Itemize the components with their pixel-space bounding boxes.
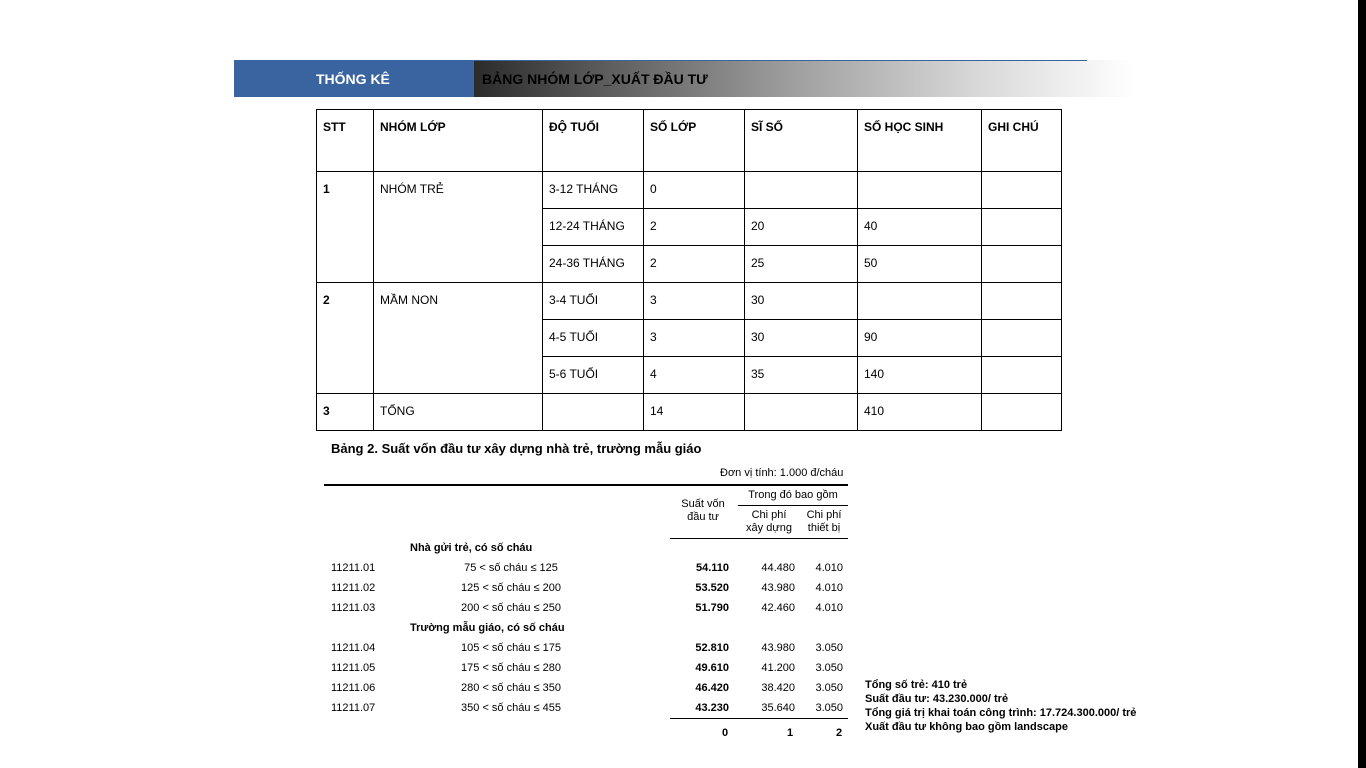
col-construction-header	[741, 509, 797, 535]
table-row	[331, 682, 851, 696]
classes-cell: 3	[644, 283, 745, 320]
table2-unit: Đơn vị tính: 1.000 đ/cháu	[720, 467, 844, 479]
column-header: SỐ HỌC SINH	[858, 110, 982, 172]
group-name-cell: NHÓM TRẺ	[374, 172, 543, 283]
row-construction: 43.980	[761, 582, 795, 594]
table-total-row	[317, 394, 1062, 431]
age-cell: 12-24 THÁNG	[543, 209, 644, 246]
header-slide-title: BẢNG NHÓM LỚP_XUẤT ĐẦU TƯ	[474, 60, 1134, 97]
row-code: 11211.07	[331, 702, 376, 714]
row-investment: 46.420	[695, 682, 729, 694]
table-row	[331, 582, 851, 596]
table-row	[331, 562, 851, 576]
row-code: 11211.04	[331, 642, 376, 654]
row-desc: 175 < số cháu ≤ 280	[461, 662, 561, 674]
summary-line: Tổng giá trị khai toán công trình: 17.724.300.000/ trẻ	[865, 707, 1137, 719]
including-rule	[738, 505, 848, 506]
row-equipment: 3.050	[815, 682, 843, 694]
row-equipment: 3.050	[815, 642, 843, 654]
row-code: 11211.03	[331, 602, 376, 614]
students-cell	[858, 283, 982, 320]
size-cell: 20	[745, 209, 858, 246]
row-equipment: 3.050	[815, 702, 843, 714]
age-cell: 24-36 THÁNG	[543, 246, 644, 283]
row-equipment: 4.010	[815, 582, 843, 594]
age-cell	[543, 394, 644, 431]
row-code: 11211.06	[331, 682, 376, 694]
column-index: 0	[722, 727, 729, 739]
group-heading-kindergarten: Trường mẫu giáo, có số cháu	[410, 622, 565, 634]
header-accent-line	[474, 60, 1087, 61]
row-code: 11211.05	[331, 662, 376, 674]
table-row	[331, 642, 851, 656]
column-header: SĨ SỐ	[745, 110, 858, 172]
row-investment: 52.810	[695, 642, 729, 654]
note-cell	[982, 209, 1062, 246]
col-equipment-header	[801, 509, 847, 535]
column-header: ĐỘ TUỔI	[543, 110, 644, 172]
summary-line: Xuất đầu tư không bao gồm landscape	[865, 721, 1068, 733]
slide-header	[234, 60, 1134, 97]
age-cell: 3-12 THÁNG	[543, 172, 644, 209]
col-equipment-line1: Chi phí	[806, 509, 842, 521]
row-construction: 44.480	[761, 562, 795, 574]
row-construction: 43.980	[761, 642, 795, 654]
row-desc: 125 < số cháu ≤ 200	[461, 582, 561, 594]
group-name-cell: MẦM NON	[374, 283, 543, 394]
note-cell	[982, 246, 1062, 283]
col-investment-header	[672, 498, 734, 524]
summary-line: Suất đầu tư: 43.230.000/ trẻ	[865, 693, 1009, 705]
col-construction-line2: xây dựng	[746, 522, 792, 534]
col-investment-line2: đầu tư	[687, 511, 719, 523]
col-investment-line1: Suất vốn	[681, 498, 725, 510]
row-desc: 280 < số cháu ≤ 350	[461, 682, 561, 694]
age-cell: 5-6 TUỔI	[543, 357, 644, 394]
class-group-table	[316, 109, 1062, 431]
note-cell	[982, 283, 1062, 320]
footer-rule	[670, 718, 848, 719]
size-cell: 30	[745, 320, 858, 357]
row-investment: 51.790	[695, 602, 729, 614]
students-cell: 50	[858, 246, 982, 283]
col-equipment-line2: thiết bị	[807, 522, 841, 534]
size-cell: 35	[745, 357, 858, 394]
classes-cell: 0	[644, 172, 745, 209]
row-construction: 41.200	[761, 662, 795, 674]
table2-title: Bảng 2. Suất vốn đầu tư xây dựng nhà trẻ, trường mẫu giáo	[331, 441, 702, 456]
students-cell: 410	[858, 394, 982, 431]
row-investment: 49.610	[695, 662, 729, 674]
column-header: NHÓM LỚP	[374, 110, 543, 172]
stt-cell: 3	[317, 394, 374, 431]
stt-cell: 2	[317, 283, 374, 394]
column-header: STT	[317, 110, 374, 172]
students-cell: 90	[858, 320, 982, 357]
row-equipment: 4.010	[815, 562, 843, 574]
row-equipment: 4.010	[815, 602, 843, 614]
classes-cell: 4	[644, 357, 745, 394]
students-cell: 140	[858, 357, 982, 394]
note-cell	[982, 394, 1062, 431]
size-cell: 30	[745, 283, 858, 320]
row-desc: 350 < số cháu ≤ 455	[461, 702, 561, 714]
row-code: 11211.02	[331, 582, 376, 594]
table-row	[331, 662, 851, 676]
table2-top-rule	[324, 484, 848, 486]
column-index: 1	[787, 727, 794, 739]
table-row	[317, 172, 1062, 209]
table-row	[331, 602, 851, 616]
note-cell	[982, 320, 1062, 357]
header-bottom-rule	[670, 538, 848, 539]
note-cell	[982, 172, 1062, 209]
size-cell: 25	[745, 246, 858, 283]
header-section-title: THỐNG KÊ	[234, 60, 474, 97]
row-construction: 42.460	[761, 602, 795, 614]
table-row	[331, 702, 851, 716]
table-header-row	[317, 110, 1062, 172]
size-cell	[745, 172, 858, 209]
age-cell: 3-4 TUỔI	[543, 283, 644, 320]
right-edge-bar	[1358, 0, 1366, 768]
table-row	[317, 283, 1062, 320]
summary-line: Tổng số trẻ: 410 trẻ	[865, 679, 968, 691]
column-index: 2	[836, 727, 843, 739]
row-construction: 35.640	[761, 702, 795, 714]
row-code: 11211.01	[331, 562, 376, 574]
col-including-header: Trong đó bao gồm	[748, 489, 838, 501]
age-cell: 4-5 TUỔI	[543, 320, 644, 357]
students-cell	[858, 172, 982, 209]
col-construction-line1: Chi phí	[751, 509, 787, 521]
group-name-cell: TỔNG	[374, 394, 543, 431]
row-construction: 38.420	[761, 682, 795, 694]
summary-notes	[865, 678, 1136, 734]
classes-cell: 2	[644, 246, 745, 283]
note-cell	[982, 357, 1062, 394]
row-investment: 54.110	[695, 562, 729, 574]
row-investment: 53.520	[695, 582, 729, 594]
classes-cell: 3	[644, 320, 745, 357]
classes-cell: 14	[644, 394, 745, 431]
row-desc: 200 < số cháu ≤ 250	[461, 602, 561, 614]
row-investment: 43.230	[695, 702, 729, 714]
column-header: SỐ LỚP	[644, 110, 745, 172]
column-header: GHI CHÚ	[982, 110, 1062, 172]
size-cell	[745, 394, 858, 431]
classes-cell: 2	[644, 209, 745, 246]
row-desc: 105 < số cháu ≤ 175	[461, 642, 561, 654]
group-heading-nursery: Nhà gửi trẻ, có số cháu	[410, 542, 533, 554]
stt-cell: 1	[317, 172, 374, 283]
row-desc: 75 < số cháu ≤ 125	[464, 562, 558, 574]
students-cell: 40	[858, 209, 982, 246]
row-equipment: 3.050	[815, 662, 843, 674]
